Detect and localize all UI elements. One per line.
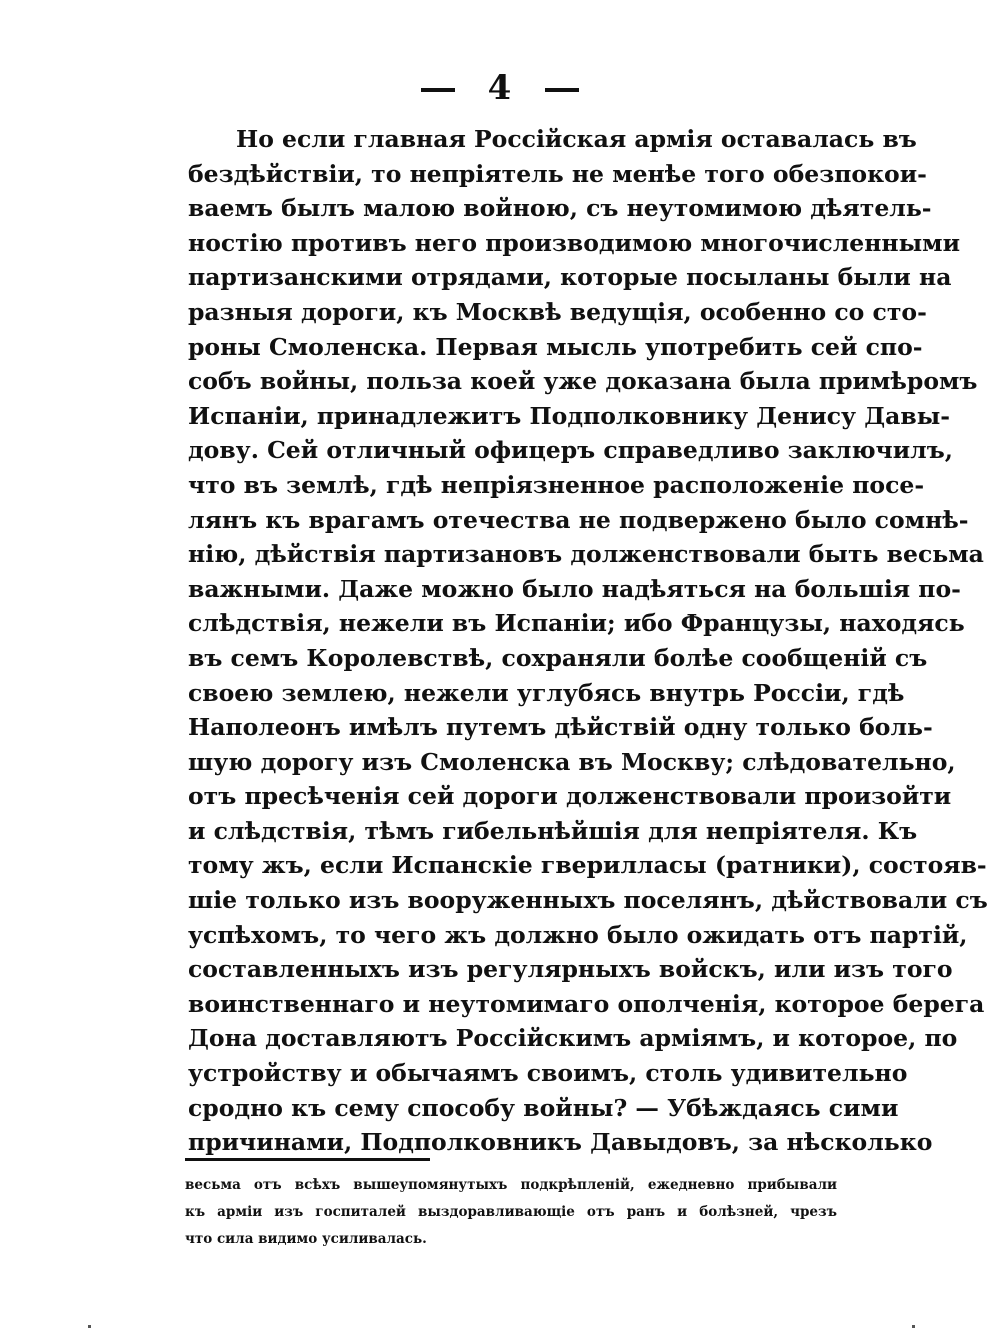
text-line: Наполеонъ имѣлъ путемъ дѣйствій одну только боль- <box>188 713 933 742</box>
footnote-line: къ арміи изъ госпиталей выздоравливающіе отъ ранъ и болѣзней, чрезъ <box>185 1204 837 1220</box>
text-line: собъ войны, польза коей уже доказана была примѣромъ <box>188 367 978 396</box>
text-line: воинственнаго и неутомимаго ополченія, которое берега <box>188 989 985 1018</box>
text-line: причинами, Подполковникъ Давыдовъ, за нѣсколько <box>188 1128 933 1157</box>
text-line: Но если главная Россійская армія оставалась въ <box>236 125 917 153</box>
text-line: и слѣдствія, тѣмъ гибельнѣйшія для непріятеля. Къ <box>188 816 918 845</box>
text-line: важными. Даже можно было надѣяться на большія по- <box>188 574 961 603</box>
text-line: слѣдствія, нежели въ Испаніи; ибо Французы, находясь <box>188 609 965 638</box>
text-line: устройству и обычаямъ своимъ, столь удивительно <box>188 1059 908 1088</box>
footnote-line: весьма отъ всѣхъ вышеупомянутыхъ подкрѣпленій, ежедневно прибывали <box>185 1177 837 1193</box>
text-line: Испаніи, принадлежитъ Подполковнику Денису Давы- <box>188 401 951 430</box>
text-line: нію, дѣйствія партизановъ долженствовали быть весьма <box>188 540 984 569</box>
text-line: ваемъ былъ малою войною, съ неутомимою дѣятель- <box>188 194 932 223</box>
text-line: ностію противъ него производимою многочисленными <box>188 228 961 257</box>
text-line: шую дорогу изъ Смоленска въ Москву; слѣдовательно, <box>188 747 956 776</box>
page-number: 4 <box>487 68 513 108</box>
text-line: шіе только изъ вооруженныхъ поселянъ, дѣйствовали съ <box>188 886 988 915</box>
text-line: Дона доставляютъ Россійскимъ арміямъ, и которое, по <box>188 1024 958 1053</box>
page-header <box>0 68 1000 108</box>
scan-speck-left <box>88 1325 91 1328</box>
text-line: дову. Сей отличный офицеръ справедливо заключилъ, <box>188 436 953 465</box>
text-line: сродно къ сему способу войны? — Убѣждаясь сими <box>188 1093 899 1122</box>
text-line: что въ землѣ, гдѣ непріязненное расположеніе посе- <box>188 470 925 499</box>
scan-speck-right <box>912 1325 915 1328</box>
text-line: разныя дороги, къ Москвѣ ведущія, особенно со сто- <box>188 297 927 326</box>
main-text <box>188 122 988 1160</box>
text-line: партизанскими отрядами, которые посыланы были на <box>188 263 952 292</box>
footnote-line: что сила видимо усиливалась. <box>185 1231 427 1247</box>
text-line: бездѣйствіи, то непріятель не менѣе того обезпокои- <box>188 159 927 188</box>
text-line: составленныхъ изъ регулярныхъ войскъ, или изъ того <box>188 955 953 984</box>
header-dash-right <box>545 88 579 92</box>
header-dash-left <box>421 88 455 92</box>
text-line: отъ пресѣченія сей дороги долженствовали произойти <box>188 782 952 811</box>
text-line: лянъ къ врагамъ отечества не подвержено было сомнѣ- <box>188 505 969 534</box>
text-line: роны Смоленска. Первая мысль употребить сей спо- <box>188 332 923 361</box>
text-line: успѣхомъ, то чего жъ должно было ожидать отъ партій, <box>188 920 968 949</box>
text-line: въ семъ Королевствѣ, сохраняли болѣе сообщеній съ <box>188 643 928 672</box>
text-line: своею землею, нежели углубясь внутрь Россіи, гдѣ <box>188 678 905 707</box>
text-line: тому жъ, если Испанскіе гверилласы (ратники), состояв- <box>188 851 987 880</box>
footnote <box>185 1172 837 1253</box>
footnote-divider <box>185 1158 430 1161</box>
